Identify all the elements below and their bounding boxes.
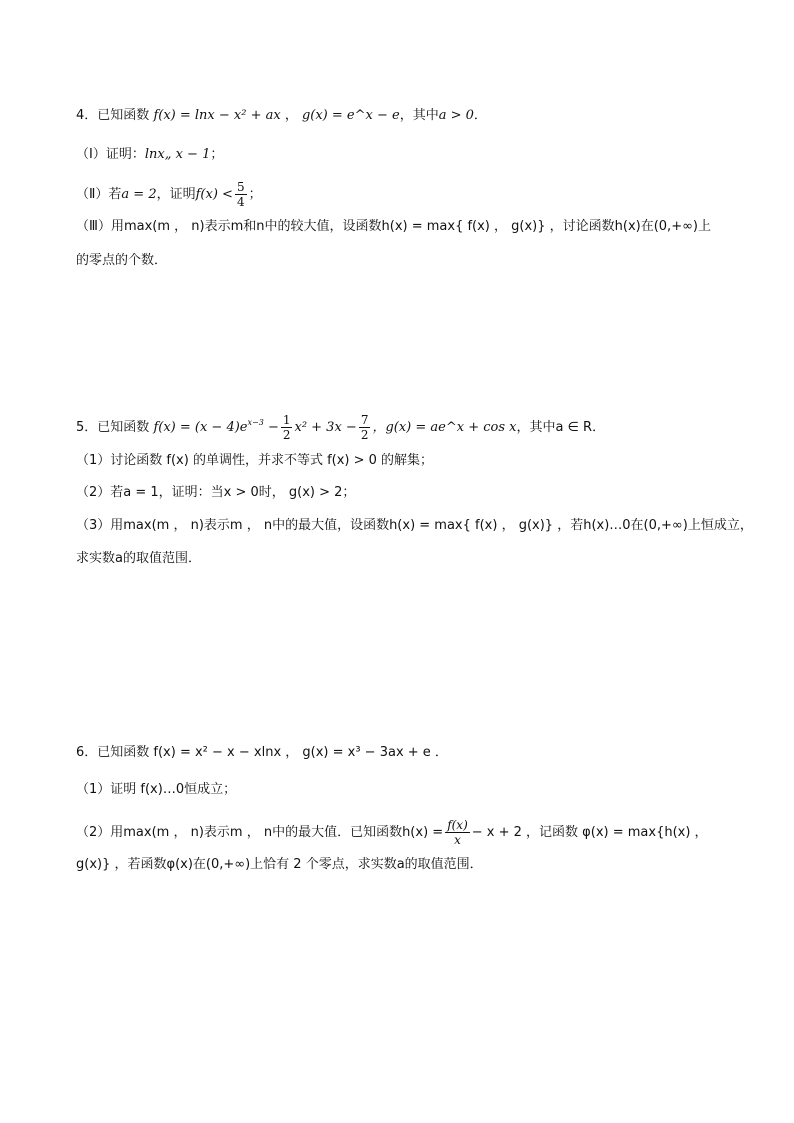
part-text: ，证明 (156, 187, 196, 202)
fraction-1-2 (281, 413, 293, 442)
fraction-denominator: 2 (282, 428, 291, 442)
fraction-numerator: 1 (282, 413, 291, 427)
fraction-denominator: 2 (360, 428, 369, 442)
exponent: x−3 (247, 418, 264, 427)
problem-4-part-1 (76, 145, 223, 165)
part-end: ； (248, 187, 262, 202)
fraction-numerator: 7 (360, 413, 369, 427)
problem-6-stem (76, 743, 448, 763)
problem-6-part-1 (76, 780, 236, 800)
fraction-numerator: f(x) (447, 818, 468, 832)
f-definition: − (267, 420, 279, 435)
fraction-7-2 (359, 413, 371, 442)
problem-5-stem (76, 413, 605, 442)
problem-6-part-2 (76, 818, 708, 847)
problem-5-part-3 (76, 516, 753, 536)
problem-number: 4． (76, 108, 98, 123)
stem-end: ． (473, 108, 487, 123)
problem-4-part-2 (76, 180, 262, 209)
part-math: lnx„ x − 1 (144, 147, 211, 162)
part-text: （3）用max(m ， n)表示m ， n中的最大值，设函数h(x) = max{ f(x) ， g(x)} ，若h(x)…0在(0,+∞)上恒成立， (76, 518, 753, 533)
stem-prefix: 已知函数 (97, 108, 150, 123)
stem-prefix: 已知函数 (97, 420, 150, 435)
problem-6-part-2-line-2 (76, 855, 483, 875)
part-text: （1）证明 f(x)…0恒成立； (76, 782, 237, 797)
problem-number: 6． (76, 745, 98, 760)
part-label: （Ⅱ） (76, 187, 109, 202)
part-text: 若 (108, 187, 122, 202)
g-definition: g(x) = e^x − e (301, 108, 400, 123)
fraction-5-4 (235, 180, 247, 209)
problem-5-part-2 (76, 483, 355, 503)
part-text: 证明： (105, 147, 145, 162)
problem-5-part-3-line-2 (76, 549, 201, 569)
problem-number: 5． (76, 420, 98, 435)
condition: a > 0 (438, 108, 474, 123)
part-text: （1）讨论函数 f(x) 的单调性，并求不等式 f(x) > 0 的解集； (76, 453, 434, 468)
f-definition: x² + 3x − (294, 420, 357, 435)
part-text: 求实数a的取值范围． (76, 551, 201, 566)
f-definition: f(x) = (x − 4)e (153, 420, 248, 435)
part-math: f(x) < (195, 187, 233, 202)
part-math: a = 2 (121, 187, 157, 202)
stem-tail: ，其中 (399, 108, 439, 123)
part-label: （Ⅰ） (76, 147, 106, 162)
part-text: 的零点的个数． (76, 253, 168, 268)
part-label: （Ⅲ） (76, 219, 111, 234)
part-text: （2）若a = 1，证明：当x > 0时， g(x) > 2； (76, 485, 356, 500)
part-text: 用max(m ， n)表示m和n中的较大值，设函数h(x) = max{ f(x) ， g(x)} ，讨论函数h(x)在(0,+∞)上 (110, 219, 711, 234)
stem-tail: ，其中a ∈ R． (516, 420, 606, 435)
fraction-numerator: 5 (236, 180, 245, 194)
stem-text: 已知函数 f(x) = x² − x − xlnx ， g(x) = x³ − 3ax + e ． (97, 745, 448, 760)
part-text: g(x)} ，若函数φ(x)在(0,+∞)上恰有 2 个零点，求实数a的取值范围． (76, 857, 483, 872)
problem-4-part-3-line-2 (76, 251, 167, 271)
g-definition: ，g(x) = ae^x + cos x (372, 420, 517, 435)
part-end: ； (210, 147, 224, 162)
fraction-denominator: x (454, 833, 461, 847)
f-definition: f(x) = lnx − x² + ax (153, 108, 281, 123)
part-text: − x + 2 ，记函数 φ(x) = max{h(x) ， (471, 825, 708, 840)
problem-4-stem: 4．已知函数 f(x) = lnx − x² + ax ， g(x) = e^x − e，其中a > 0． (76, 108, 487, 123)
part-text: （2）用max(m ， n)表示m ， n中的最大值．已知函数h(x) = (76, 825, 444, 840)
problem-5-part-1 (76, 451, 433, 471)
problem-4-part-3 (76, 217, 711, 237)
fraction-denominator: 4 (236, 195, 245, 209)
fraction-fx-over-x (445, 818, 470, 847)
